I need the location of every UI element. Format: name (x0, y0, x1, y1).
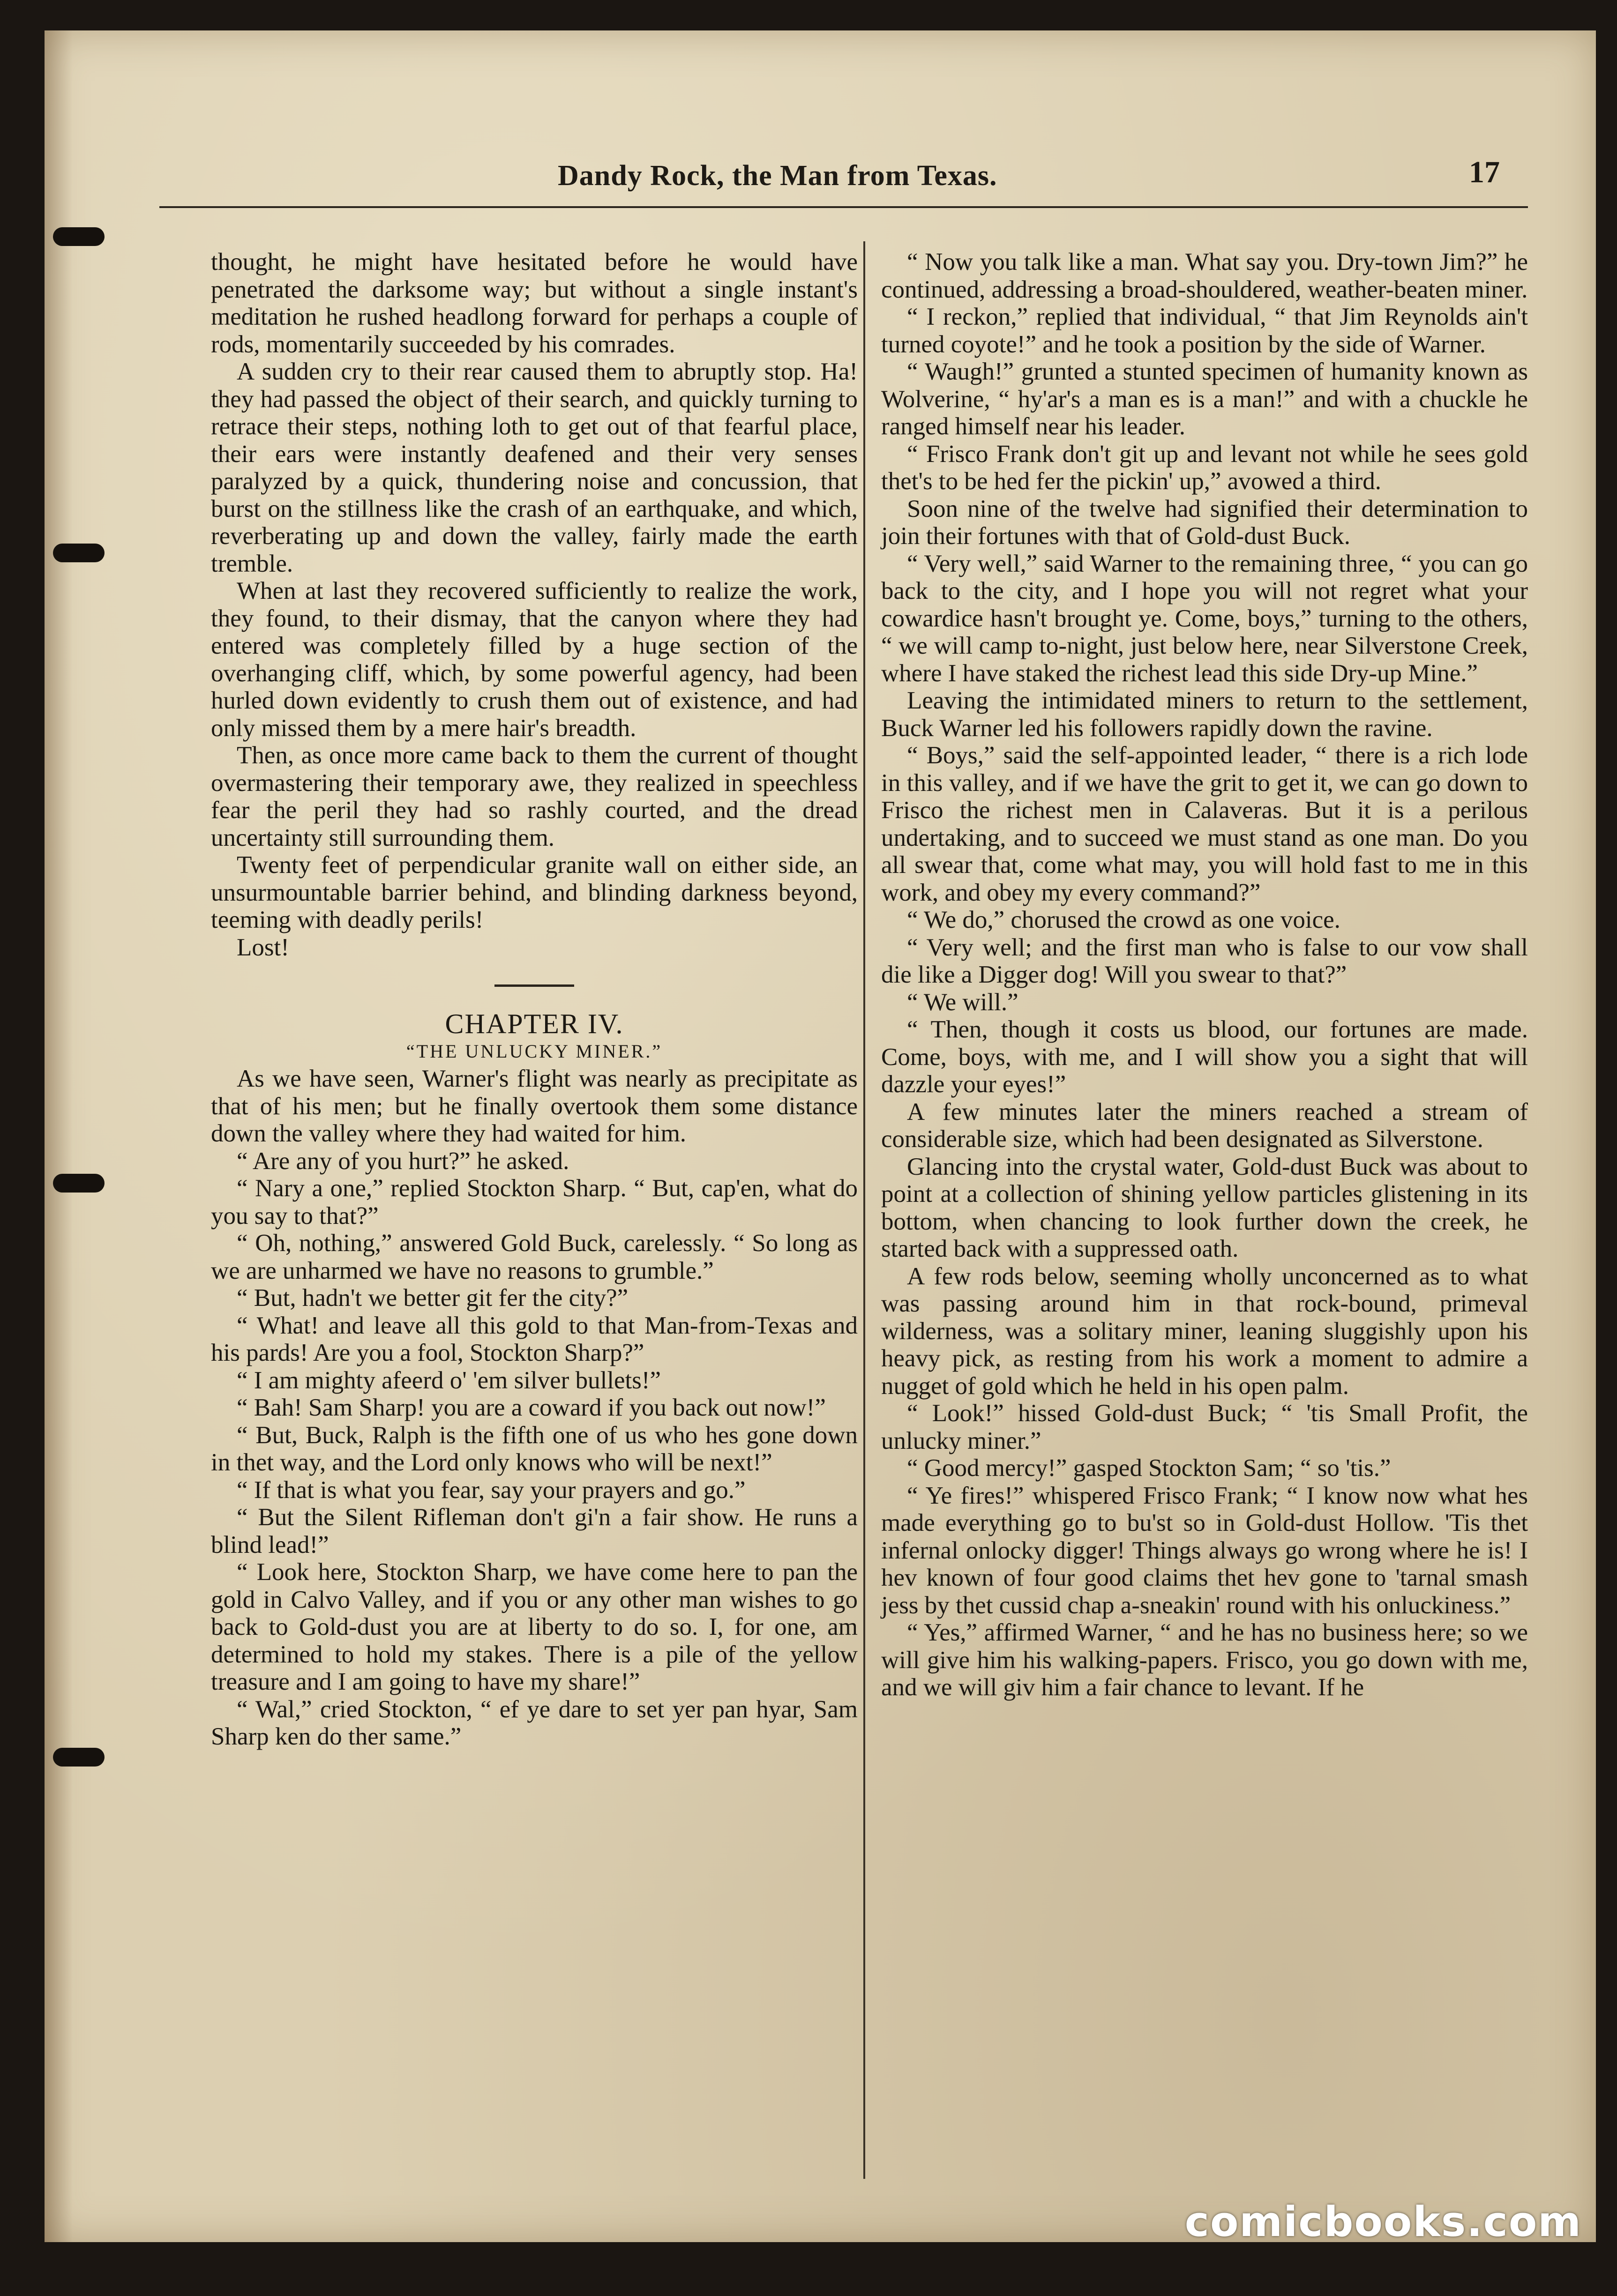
paragraph: “ Ye fires!” whispered Frisco Frank; “ I know now what hes made everything go to bu'st so in Gold-dust Hollow. 'Tis thet infernal onlocky digger! Things always go wrong where he is! I hev known of four good claims thet hev gone to 'tarnal smash jess by thet cussid chap a-sneakin' round with his onluckiness.” (881, 1482, 1528, 1619)
paragraph: “ Waugh!” grunted a stunted specimen of humanity known as Wolverine, “ hy'ar's a man es is a man!” and with a chuckle he ranged himself near his leader. (881, 358, 1528, 440)
paragraph: “ What! and leave all this gold to that Man-from-Texas and his pards! Are you a fool, Stockton Sharp?” (211, 1312, 858, 1366)
paragraph: “ Very well,” said Warner to the remaining three, “ you can go back to the city, and I hope you will not regret what your cowardice hasn't brought ye. Come, boys,” turning to the others, “ we will camp to-night, just below here, near Silverstone Creek, where I have staked the richest lead this side Dry-up Mine.” (881, 550, 1528, 687)
paragraph: “ But, hadn't we better git fer the city?” (237, 1284, 629, 1312)
paragraph: “ But the Silent Rifleman don't gi'n a fair show. He runs a blind lead!” (211, 1504, 858, 1558)
page-header (159, 136, 1528, 208)
magazine-page (45, 30, 1596, 2242)
chapter-subtitle: “THE UNLUCKY MINER.” (406, 1040, 663, 1062)
paragraph: “ If that is what you fear, say your prayers and go.” (237, 1476, 746, 1504)
paragraph: “ Look!” hissed Gold-dust Buck; “ 'tis Small Profit, the unlucky miner.” (881, 1400, 1528, 1454)
paragraph: “ Yes,” affirmed Warner, “ and he has no business here; so we will give him his walking-papers. Frisco, you go down with me, and we will giv him a fair chance to levant. If he (881, 1619, 1528, 1701)
paragraph: “ Boys,” said the self-appointed leader, “ there is a rich lode in this valley, and if we have the grit to get it, we can go down to Frisco the richest men in Calaveras. But it is a perilous undertaking, and to succeed we must stand as one man. Do you all swear that, come what may, you will hold fast to me in this work, and obey my every command?” (881, 742, 1528, 906)
paragraph: “ We will.” (907, 988, 1018, 1016)
chapter-heading: CHAPTER IV. (445, 1008, 624, 1039)
paragraph: Lost! (237, 933, 289, 961)
paragraph: “ I am mighty afeerd o' 'em silver bullets!” (237, 1366, 661, 1394)
paragraph: “ We do,” chorused the crowd as one voice. (907, 906, 1340, 933)
watermark: comicbooks.com (1184, 2198, 1582, 2246)
running-title: Dandy Rock, the Man from Texas. (558, 160, 997, 192)
paragraph: “ Wal,” cried Stockton, “ ef ye dare to set yer pan hyar, Sam Sharp ken do ther same.” (211, 1695, 858, 1750)
paragraph: Soon nine of the twelve had signified their determination to join their fortunes with that of Gold-dust Buck. (881, 495, 1528, 550)
paragraph: Twenty feet of perpendicular granite wall on either side, an unsurmountable barrier behind, and blinding darkness beyond, teeming with deadly perils! (211, 851, 858, 933)
left-column (211, 248, 858, 1751)
binding-hole (53, 1174, 105, 1193)
paragraph: “ Frisco Frank don't git up and levant not while he sees gold thet's to be hed fer the pickin' up,” avowed a third. (881, 440, 1528, 495)
paragraph: “ Now you talk like a man. What say you. Dry-town Jim?” he continued, addressing a broad-shouldered, weather-beaten miner. (881, 248, 1528, 303)
paragraph: Leaving the intimidated miners to return to the settlement, Buck Warner led his followers rapidly down the ravine. (881, 687, 1528, 742)
paragraph: A sudden cry to their rear caused them to abruptly stop. Ha! they had passed the object of their search, and quickly turning to retrace their steps, nothing loth to get out of that fearful place, their ears were instantly deafened and their very senses paralyzed by a quick, thundering noise and concussion, that burst on the stillness like the crash of an earthquake, and which, reverberating up and down the valley, fairly made the earth tremble. (211, 358, 858, 577)
paragraph: thought, he might have hesitated before he would have penetrated the darksome way; but without a single instant's meditation he rushed headlong forward for perhaps a couple of rods, momentarily succeeded by his comrades. (211, 248, 858, 358)
paragraph: “ Nary a one,” replied Stockton Sharp. “ But, cap'en, what do you say to that?” (211, 1175, 858, 1230)
paragraph: “ Good mercy!” gasped Stockton Sam; “ so 'tis.” (907, 1454, 1391, 1482)
paragraph: Then, as once more came back to them the current of thought overmastering their temporary awe, they realized in speechless fear the peril they had so rashly courted, and the dread uncertainty still surrounding them. (211, 742, 858, 851)
binding-hole (53, 227, 105, 246)
paragraph: A few minutes later the miners reached a stream of considerable size, which had been designated as Silverstone. (881, 1098, 1528, 1153)
paragraph: “ Look here, Stockton Sharp, we have come here to pan the gold in Calvo Valley, and if you or any other man wishes to go back to Gold-dust you are at liberty to do so. I, for one, am determined to hold my stakes. There is a pile of the yellow treasure and I am going to have my share!” (211, 1558, 858, 1695)
paragraph: As we have seen, Warner's flight was nearly as precipitate as that of his men; but he finally overtook them some distance down the valley where they had waited for him. (211, 1065, 858, 1147)
paragraph: A few rods below, seeming wholly unconcerned as to what was passing around him in that rock-bound, primeval wilderness, was a solitary miner, leaning sluggishly upon his heavy pick, as resting from his work a moment to admire a nugget of gold which he held in his open palm. (881, 1262, 1528, 1400)
column-divider (863, 241, 865, 2179)
binding-hole (53, 1748, 105, 1767)
paragraph: “ Bah! Sam Sharp! you are a coward if you back out now!” (237, 1394, 826, 1421)
paragraph: “ But, Buck, Ralph is the fifth one of us who hes gone down in thet way, and the Lord only knows who will be next!” (211, 1421, 858, 1476)
binding-hole (53, 544, 105, 562)
paragraph: “ Are any of you hurt?” he asked. (237, 1147, 569, 1175)
paragraph: “ I reckon,” replied that individual, “ that Jim Reynolds ain't turned coyote!” and he took a position by the side of Warner. (881, 303, 1528, 358)
section-rule (494, 984, 574, 987)
paragraph: When at last they recovered sufficiently to realize the work, they found, to their dismay, that the canyon where they had entered was completely filled by a huge section of the overhanging cliff, which, by some powerful agency, had been hurled down evidently to crush them out of existence, and had only missed them by a mere hair's breadth. (211, 577, 858, 742)
right-column (881, 248, 1528, 1701)
paragraph: “ Very well; and the first man who is false to our vow shall die like a Digger dog! Will you swear to that?” (881, 933, 1528, 988)
page-number: 17 (1469, 155, 1500, 189)
paragraph: Glancing into the crystal water, Gold-dust Buck was about to point at a collection of shining yellow particles glistening in its bottom, when chancing to look further down the creek, he started back with a suppressed oath. (881, 1153, 1528, 1262)
paragraph: “ Then, though it costs us blood, our fortunes are made. Come, boys, with me, and I will show you a sight that will dazzle your eyes!” (881, 1016, 1528, 1098)
paragraph: “ Oh, nothing,” answered Gold Buck, carelessly. “ So long as we are unharmed we have no reasons to grumble.” (211, 1230, 858, 1284)
